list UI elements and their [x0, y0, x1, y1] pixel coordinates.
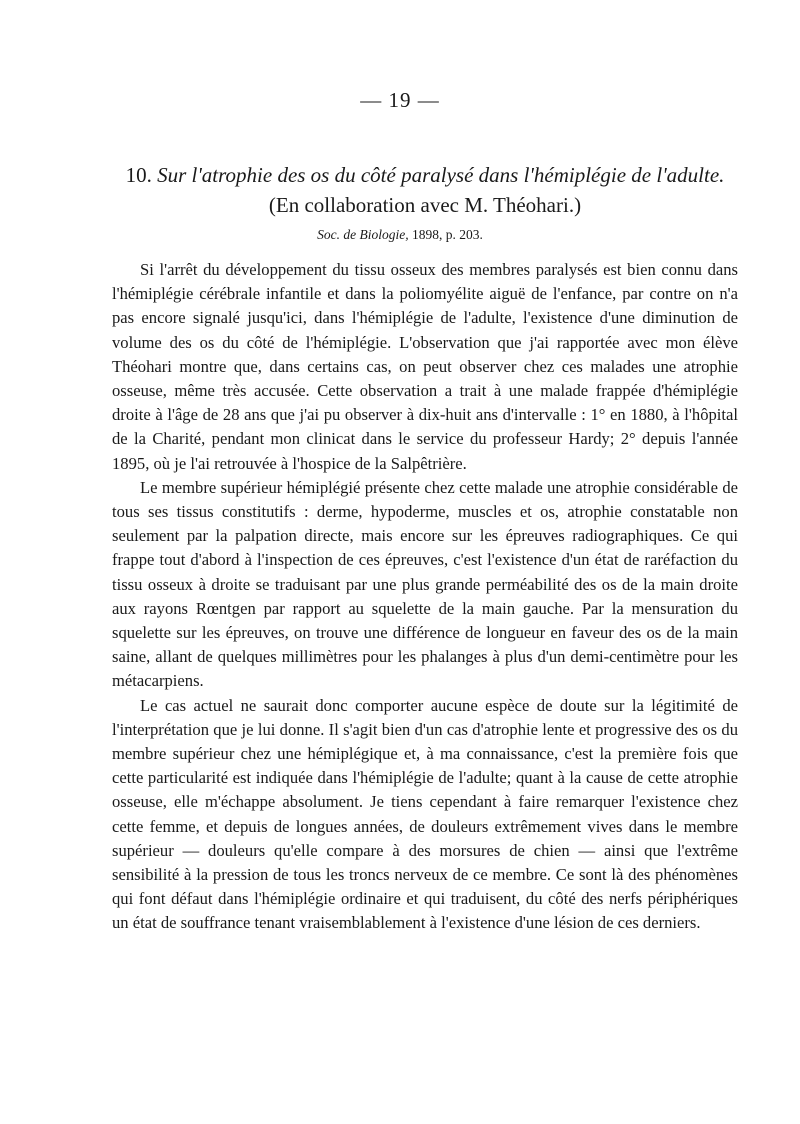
source-details: 1898, p. 203. [411, 227, 483, 242]
paragraph: Le cas actuel ne saurait donc comporter aucune espèce de doute sur la légitimité de l'interprétation que je lui donne. Il s'agit bien d'un cas d'atrophie lente et progressive des os du membre supérieur chez une hémiplégique et, à ma connaissance, c'est la première fois que cette particularité est indiquée dans l'hémiplégie de l'adulte; quant à la cause de cette atrophie osseuse, elle m'échappe absolument. Je tiens cependant à faire remarquer l'existence chez cette femme, et depuis de longues années, de douleurs extrêmement vives dans le membre supérieur — douleurs qu'elle compare à des morsures de chien — ainsi que l'extrême sensibilité à la pression de tous les troncs nerveux de ce membre. Ce sont là des phénomènes qui font défaut dans l'hémiplégie ordinaire et qui traduisent, du côté des nerfs périphériques un état de souffrance tenant vraisemblablement à l'existence d'une lésion de ces derniers. [112, 695, 738, 933]
paragraph: Si l'arrêt du développement du tissu osseux des membres paralysés est bien connu dans l'hémiplégie cérébrale infantile et dans la poliomyélite aiguë de l'enfance, par contre on n'a pas encore signalé jusqu'ici, dans l'hémiplégie de l'adulte, l'existence d'une diminution de volume des os du côté de l'hémiplégie. L'observation que j'ai rapportée avec mon élève Théohari montre que, dans certains cas, on peut observer chez ces malades une atrophie osseuse, même très accusée. Cette observation a trait à une malade frappée d'hémiplégie droite à l'âge de 28 ans que j'ai pu observer à dix-huit ans d'intervalle : 1° en 1880, à l'hôpital de la Charité, pendant mon clinicat dans le service du professeur Hardy; 2° depuis l'année 1895, où je l'ai retrouvée à l'hospice de la Salpêtrière. [112, 260, 738, 473]
section-heading [112, 160, 738, 220]
source-journal: Soc. de Biologie, [317, 227, 409, 242]
page-number: — 19 — [360, 88, 440, 112]
source-citation [0, 227, 800, 243]
paragraph: Le membre supérieur hémiplégié présente chez cette malade une atrophie considérable de tous ses tissus constitutifs : derme, hypoderme, muscles et os, atrophie constatable non seulement par la palpation directe, mais encore sur les épreuves radiographiques. Ce qui frappe tout d'abord à l'inspection de ces épreuves, c'est l'existence d'un état de raréfaction du tissu osseux à droite se traduisant par une plus grande perméabilité des os de la main droite aux rayons Rœntgen par rapport au squelette de la main gauche. Par la mensuration du squelette sur les épreuves, on trouve une différence de longueur en faveur des os de la main saine, allant de quelques millimètres pour les phalanges à plus d'un demi-centimètre pour les métacarpiens. [112, 477, 738, 691]
section-title: Sur l'atrophie des os du côté paralysé dans l'hémiplégie de l'adulte. [157, 163, 725, 187]
section-number: 10. [125, 163, 152, 187]
collaboration-note: (En collaboration avec M. Théohari.) [268, 193, 582, 217]
body-text [112, 258, 738, 936]
